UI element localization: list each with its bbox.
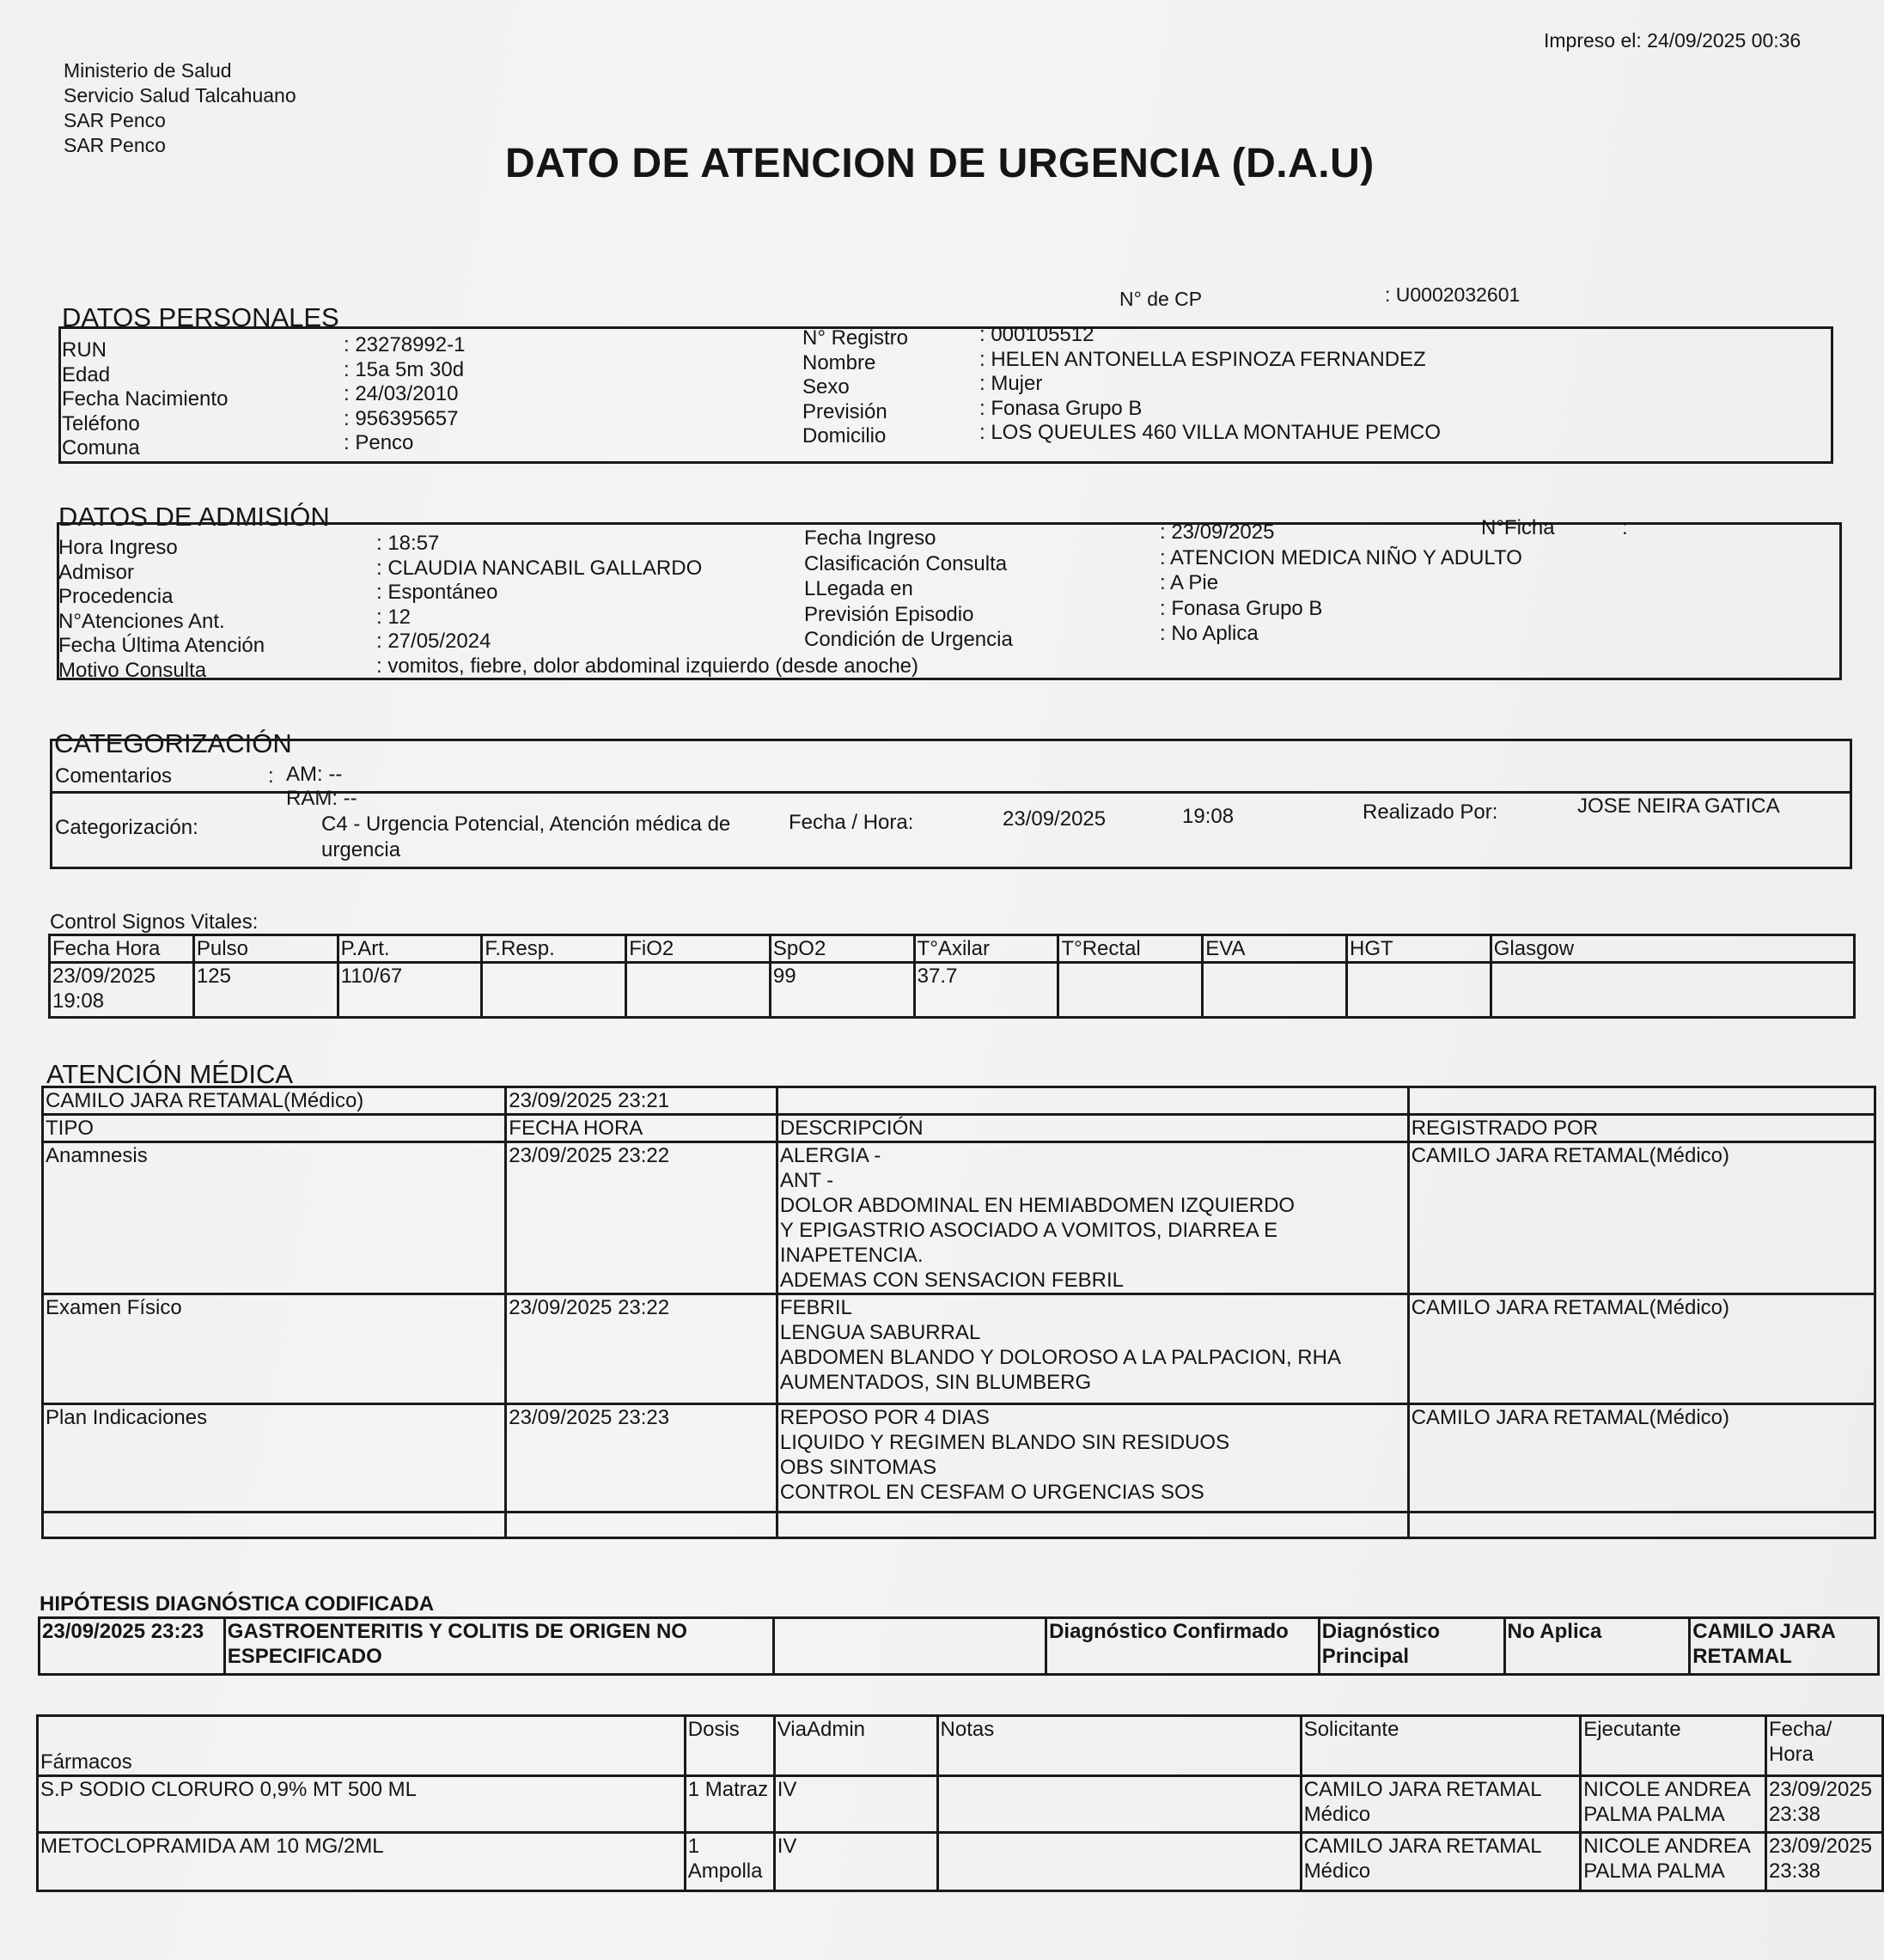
vitals-header: T°Axilar bbox=[914, 935, 1058, 963]
age-value: : 15a 5m 30d bbox=[344, 357, 465, 381]
admisor-label: Admisor bbox=[58, 560, 135, 584]
medical-row bbox=[43, 1294, 1875, 1404]
admission-section-title: DATOS DE ADMISIÓN bbox=[58, 502, 330, 532]
drugs-header: Dosis bbox=[685, 1716, 774, 1776]
drug-executor: NICOLE ANDREA PALMA PALMA bbox=[1581, 1776, 1766, 1833]
cat-time: 19:08 bbox=[1182, 805, 1235, 828]
personal-section-title: DATOS PERSONALES bbox=[62, 302, 339, 332]
medical-desc: REPOSO POR 4 DIAS LIQUIDO Y REGIMEN BLANDO SIN RESIDUOS OBS SINTOMAS CONTROL EN CESFAM O URGENCIAS SOS bbox=[777, 1404, 1408, 1513]
drug-datetime: 23/09/2025 23:38 bbox=[1765, 1833, 1882, 1891]
run-label: RUN bbox=[62, 338, 107, 362]
drugs-header: Ejecutante bbox=[1581, 1716, 1766, 1776]
comments-label: Comentarios bbox=[55, 764, 173, 788]
procedencia-value: : Espontáneo bbox=[376, 581, 498, 604]
ficha-value: : bbox=[1622, 516, 1628, 539]
drugs-header: Notas bbox=[937, 1716, 1301, 1776]
drugs-header-row bbox=[38, 1716, 1883, 1776]
condicion-value: : No Aplica bbox=[1160, 622, 1259, 645]
comments-colon: : bbox=[268, 764, 274, 788]
birthdate-label: Fecha Nacimiento bbox=[62, 387, 229, 411]
atenciones-label: N°Atenciones Ant. bbox=[58, 609, 225, 633]
medical-header: TIPO bbox=[43, 1115, 506, 1142]
vitals-header: HGT bbox=[1347, 935, 1491, 963]
drugs-row bbox=[38, 1833, 1883, 1891]
hora-ingreso-label: Hora Ingreso bbox=[58, 536, 178, 559]
vitals-header: T°Rectal bbox=[1058, 935, 1203, 963]
medical-doctor-row bbox=[43, 1087, 1875, 1115]
condicion-label: Condición de Urgencia bbox=[804, 628, 1013, 651]
diagnosis-status: Diagnóstico Confirmado bbox=[1046, 1618, 1320, 1675]
drug-datetime: 23/09/2025 23:38 bbox=[1765, 1776, 1882, 1833]
personal-right-values bbox=[979, 323, 1441, 446]
nombre-label: Nombre bbox=[802, 350, 876, 374]
drug-dose: 1 Ampolla bbox=[685, 1833, 774, 1891]
diagnosis-datetime: 23/09/2025 23:23 bbox=[40, 1618, 225, 1675]
cat-date: 23/09/2025 bbox=[1003, 807, 1107, 831]
medical-empty-row bbox=[43, 1513, 1875, 1538]
medical-empty-cell bbox=[506, 1513, 777, 1538]
medical-empty-cell bbox=[1408, 1513, 1875, 1538]
drugs-row bbox=[38, 1776, 1883, 1833]
ultima-atencion-value: : 27/05/2024 bbox=[376, 630, 491, 653]
domicilio-label: Domicilio bbox=[802, 424, 887, 447]
vitals-header-row bbox=[50, 935, 1855, 963]
medical-tipo: Plan Indicaciones bbox=[43, 1404, 506, 1513]
vitals-cell: 125 bbox=[193, 963, 338, 1018]
vitals-cell bbox=[626, 963, 771, 1018]
prevision-episodio-value: : Fonasa Grupo B bbox=[1160, 596, 1323, 620]
cp-label: N° de CP bbox=[1119, 288, 1203, 310]
medical-tipo: Anamnesis bbox=[43, 1142, 506, 1294]
vitals-data-row bbox=[50, 963, 1855, 1018]
drug-notes bbox=[937, 1833, 1301, 1891]
run-value: : 23278992-1 bbox=[344, 333, 466, 356]
drugs-header: Solicitante bbox=[1301, 1716, 1581, 1776]
medical-row bbox=[43, 1142, 1875, 1294]
ultima-atencion-label: Fecha Última Atención bbox=[58, 634, 265, 657]
drug-name: S.P SODIO CLORURO 0,9% MT 500 ML bbox=[38, 1776, 686, 1833]
medical-por: CAMILO JARA RETAMAL(Médico) bbox=[1408, 1404, 1875, 1513]
institution-line: Servicio Salud Talcahuano bbox=[64, 84, 296, 107]
medical-desc: ALERGIA - ANT - DOLOR ABDOMINAL EN HEMIABDOMEN IZQUIERDO Y EPIGASTRIO ASOCIADO A VOMITOS, DIARREA E INAPETENCIA. ADEMAS CON SENSACION FEBRIL bbox=[777, 1142, 1408, 1294]
institution-line: SAR Penco bbox=[64, 109, 166, 131]
drug-route: IV bbox=[774, 1833, 937, 1891]
personal-left-values bbox=[344, 333, 465, 456]
admisor-value: : CLAUDIA NANCABIL GALLARDO bbox=[376, 556, 703, 580]
medical-fecha: 23/09/2025 23:23 bbox=[506, 1404, 777, 1513]
vitals-cell: 37.7 bbox=[914, 963, 1058, 1018]
admission-right-values bbox=[1160, 520, 1522, 647]
diagnosis-applies: No Aplica bbox=[1504, 1618, 1690, 1675]
vitals-header: F.Resp. bbox=[482, 935, 626, 963]
vitals-header: SpO2 bbox=[770, 935, 914, 963]
registro-label: N° Registro bbox=[802, 326, 908, 350]
medical-empty-cell bbox=[1408, 1087, 1875, 1115]
comuna-label: Comuna bbox=[62, 436, 140, 460]
categorization-label: Categorización: bbox=[55, 816, 198, 839]
phone-label: Teléfono bbox=[62, 411, 140, 435]
procedencia-label: Procedencia bbox=[58, 585, 174, 608]
drug-route: IV bbox=[774, 1776, 937, 1833]
drug-requester: CAMILO JARA RETAMAL Médico bbox=[1301, 1776, 1581, 1833]
medical-header: FECHA HORA bbox=[506, 1115, 777, 1142]
medical-fecha: 23/09/2025 23:22 bbox=[506, 1294, 777, 1404]
fecha-ingreso-label: Fecha Ingreso bbox=[804, 527, 936, 550]
diagnosis-row bbox=[40, 1618, 1879, 1675]
medical-table bbox=[41, 1086, 1876, 1539]
comuna-value: : Penco bbox=[344, 431, 414, 454]
drugs-header: ViaAdmin bbox=[774, 1716, 937, 1776]
medical-header-row bbox=[43, 1115, 1875, 1142]
comment-ram: RAM: -- bbox=[286, 787, 357, 810]
age-label: Edad bbox=[62, 362, 111, 387]
personal-left-labels bbox=[62, 338, 228, 461]
hora-ingreso-value: : 18:57 bbox=[376, 532, 440, 555]
diagnosis-empty-cell bbox=[773, 1618, 1046, 1675]
categorization-value: C4 - Urgencia Potencial, Atención médica de urgencia bbox=[321, 813, 731, 861]
admission-right-labels bbox=[804, 526, 1013, 653]
vitals-header: EVA bbox=[1203, 935, 1347, 963]
medical-por: CAMILO JARA RETAMAL(Médico) bbox=[1408, 1142, 1875, 1294]
drug-executor: NICOLE ANDREA PALMA PALMA bbox=[1581, 1833, 1766, 1891]
institution-line: SAR Penco bbox=[64, 134, 166, 156]
vitals-header: Glasgow bbox=[1491, 935, 1854, 963]
medical-empty-cell bbox=[777, 1087, 1408, 1115]
medical-doctor: CAMILO JARA RETAMAL(Médico) bbox=[43, 1087, 506, 1115]
vitals-header: FiO2 bbox=[626, 935, 771, 963]
fecha-ingreso-value: : 23/09/2025 bbox=[1160, 520, 1275, 544]
llegada-value: : A Pie bbox=[1160, 571, 1219, 594]
diagnosis-table bbox=[38, 1616, 1880, 1676]
medical-section-title: ATENCIÓN MÉDICA bbox=[46, 1059, 294, 1089]
birthdate-value: : 24/03/2010 bbox=[344, 382, 459, 405]
cat-datetime-label: Fecha / Hora: bbox=[789, 811, 914, 834]
medical-empty-cell bbox=[43, 1513, 506, 1538]
institution-block bbox=[64, 58, 296, 158]
page-title: DATO DE ATENCION DE URGENCIA (D.A.U) bbox=[505, 141, 1375, 186]
institution-line: Ministerio de Salud bbox=[64, 59, 232, 82]
vitals-cell bbox=[1347, 963, 1491, 1018]
diagnosis-title: HIPÓTESIS DIAGNÓSTICA CODIFICADA bbox=[40, 1592, 435, 1616]
diagnosis-doctor: CAMILO JARA RETAMAL bbox=[1690, 1618, 1879, 1675]
cat-by-value: JOSE NEIRA GATICA bbox=[1577, 794, 1780, 818]
registro-value: : 000105512 bbox=[979, 323, 1094, 346]
drugs-header: Fecha/ Hora bbox=[1765, 1716, 1882, 1776]
cat-by-label: Realizado Por: bbox=[1363, 800, 1498, 824]
medical-header: REGISTRADO POR bbox=[1408, 1115, 1875, 1142]
categorization-section-title: CATEGORIZACIÓN bbox=[54, 728, 292, 758]
nombre-value: : HELEN ANTONELLA ESPINOZA FERNANDEZ bbox=[979, 347, 1426, 371]
drug-name: METOCLOPRAMIDA AM 10 MG/2ML bbox=[38, 1833, 686, 1891]
diagnosis-type: Diagnóstico Principal bbox=[1319, 1618, 1504, 1675]
drugs-table bbox=[36, 1714, 1884, 1892]
atenciones-value: : 12 bbox=[376, 605, 412, 629]
medical-por: CAMILO JARA RETAMAL(Médico) bbox=[1408, 1294, 1875, 1404]
ficha-label: N°Ficha bbox=[1481, 516, 1555, 539]
domicilio-value: : LOS QUEULES 460 VILLA MONTAHUE PEMCO bbox=[979, 421, 1442, 444]
vitals-cell bbox=[1058, 963, 1203, 1018]
prevision-label: Previsión bbox=[802, 399, 887, 423]
phone-value: : 956395657 bbox=[344, 406, 459, 430]
vitals-table bbox=[48, 934, 1856, 1019]
prevision-episodio-label: Previsión Episodio bbox=[804, 602, 974, 626]
sexo-value: : Mujer bbox=[979, 372, 1043, 395]
vitals-cell: 110/67 bbox=[338, 963, 482, 1018]
llegada-label: LLegada en bbox=[804, 577, 913, 600]
vitals-cell bbox=[1491, 963, 1854, 1018]
medical-desc: FEBRIL LENGUA SABURRAL ABDOMEN BLANDO Y DOLOROSO A LA PALPACION, RHA AUMENTADOS, SIN BLUMBERG bbox=[777, 1294, 1408, 1404]
medical-empty-cell bbox=[777, 1513, 1408, 1538]
personal-box bbox=[58, 326, 1833, 464]
vitals-cell: 23/09/2025 19:08 bbox=[50, 963, 194, 1018]
vitals-title: Control Signos Vitales: bbox=[50, 910, 259, 934]
diagnosis-name: GASTROENTERITIS Y COLITIS DE ORIGEN NO ESPECIFICADO bbox=[224, 1618, 773, 1675]
motivo-value: : vomitos, fiebre, dolor abdominal izquierdo (desde anoche) bbox=[376, 654, 919, 678]
vitals-cell: 99 bbox=[770, 963, 914, 1018]
prevision-value: : Fonasa Grupo B bbox=[979, 396, 1143, 420]
admission-left-labels bbox=[58, 536, 265, 683]
drug-notes bbox=[937, 1776, 1301, 1833]
medical-tipo: Examen Físico bbox=[43, 1294, 506, 1404]
medical-fecha: 23/09/2025 23:22 bbox=[506, 1142, 777, 1294]
printed-date: Impreso el: 24/09/2025 00:36 bbox=[1544, 29, 1802, 52]
clasificacion-value: : ATENCION MEDICA NIÑO Y ADULTO bbox=[1160, 545, 1522, 569]
vitals-header: Fecha Hora bbox=[50, 935, 194, 963]
clasificacion-label: Clasificación Consulta bbox=[804, 551, 1008, 575]
drugs-header: Fármacos bbox=[38, 1716, 686, 1776]
drug-dose: 1 Matraz bbox=[685, 1776, 774, 1833]
medical-doctor-datetime: 23/09/2025 23:21 bbox=[506, 1087, 777, 1115]
sexo-label: Sexo bbox=[802, 375, 850, 399]
motivo-label: Motivo Consulta bbox=[58, 658, 207, 682]
vitals-cell bbox=[1203, 963, 1347, 1018]
personal-right-labels bbox=[802, 326, 908, 449]
drug-requester: CAMILO JARA RETAMAL Médico bbox=[1301, 1833, 1581, 1891]
vitals-header: P.Art. bbox=[338, 935, 482, 963]
vitals-header: Pulso bbox=[193, 935, 338, 963]
cp-value: : U0002032601 bbox=[1385, 283, 1521, 306]
medical-row bbox=[43, 1404, 1875, 1513]
comment-am: AM: -- bbox=[286, 763, 343, 786]
medical-header: DESCRIPCIÓN bbox=[777, 1115, 1408, 1142]
vitals-cell bbox=[482, 963, 626, 1018]
